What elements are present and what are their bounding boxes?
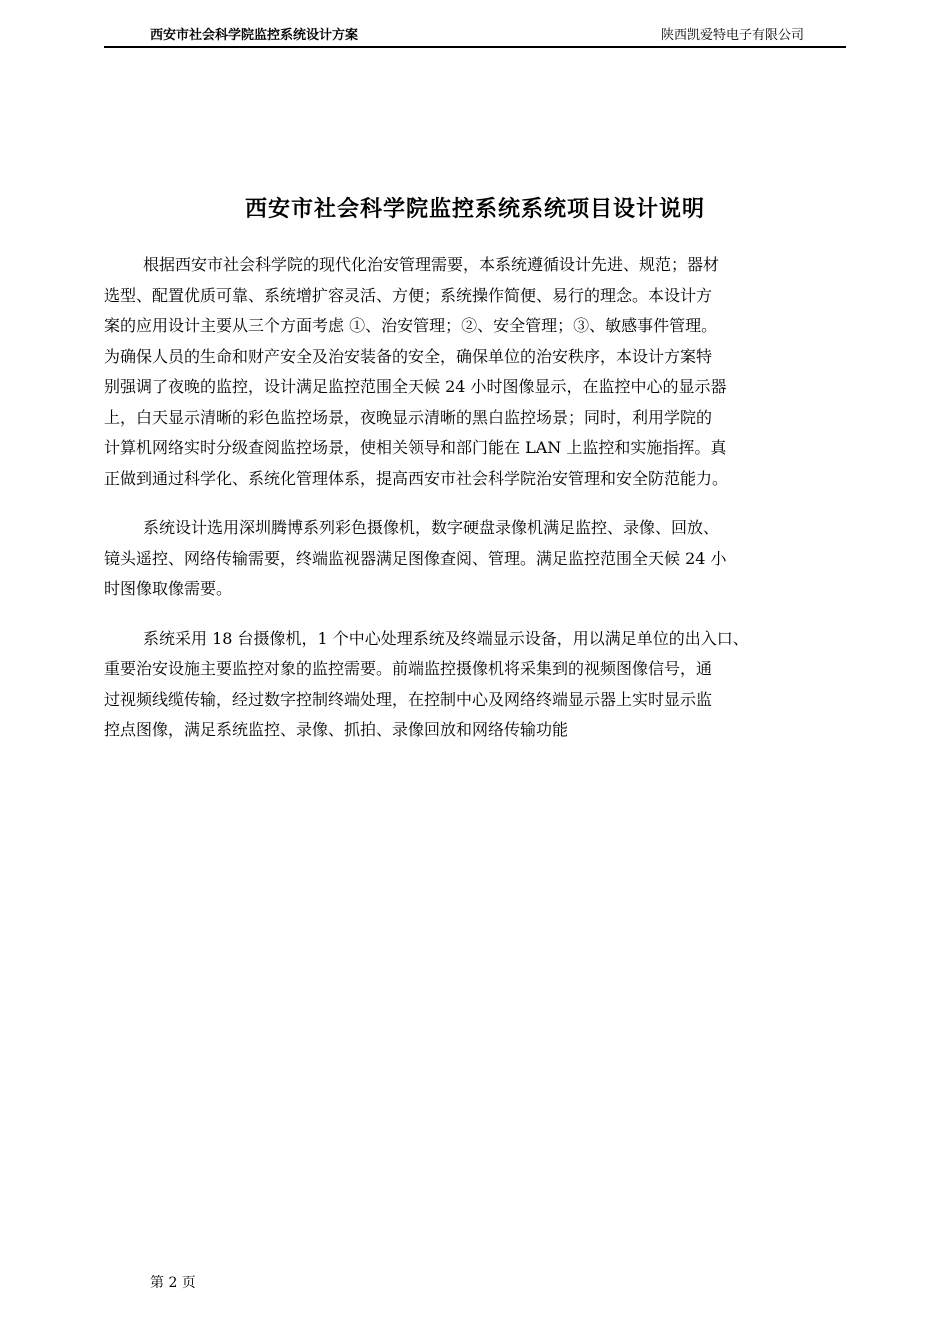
paragraph-line: 时图像取像需要。 — [104, 579, 233, 598]
paragraph-line: 系统设计选用深圳腾博系列彩色摄像机，数字硬盘录像机满足监控、录像、回放、 — [143, 518, 720, 537]
paragraph-line: 为确保人员的生命和财产安全及治安装备的安全，确保单位的治安秩序，本设计方案特 — [104, 346, 713, 366]
paragraph-line: 重要治安设施主要监控对象的监控需要。前端监控摄像机将采集到的视频图像信号，通 — [104, 659, 713, 678]
paragraph-line: 上，白天显示清晰的彩色监控场景，夜晚显示清晰的黑白监控场景；同时，利用学院的 — [104, 407, 713, 427]
paragraph-line: 案的应用设计主要从三个方面考虑 ①、治安管理；②、安全管理；③、敏感事件管理。 — [104, 316, 718, 335]
paragraph-1 — [104, 250, 846, 494]
document-body — [104, 250, 846, 746]
paragraph-line: 选型、配置优质可靠、系统增扩容灵活、方便；系统操作简便、易行的理念。本设计方 — [104, 285, 713, 305]
paragraph-line: 正做到通过科学化、系统化管理体系，提高西安市社会科学院治安管理和安全防范能力。 — [104, 468, 729, 488]
page-number: 第 2 页 — [150, 1275, 196, 1291]
paragraph-line: 过视频线缆传输，经过数字控制终端处理，在控制中心及网络终端显示器上实时显示监 — [104, 689, 713, 709]
paragraph-line: 系统采用 18 台摄像机，1 个中心处理系统及终端显示设备，用以满足单位的出入口、 — [143, 628, 749, 648]
document-title: 西安市社会科学院监控系统系统项目设计说明 — [244, 197, 705, 222]
paragraph-line: 计算机网络实时分级查阅监控场景，使相关领导和部门能在 LAN 上监控和实施指挥。真 — [104, 438, 727, 457]
paragraph-line: 镜头遥控、网络传输需要，终端监视器满足图像查阅、管理。满足监控范围全天候 24 小 — [104, 548, 727, 568]
paragraph-line: 根据西安市社会科学院的现代化治安管理需要，本系统遵循设计先进、规范；器材 — [143, 255, 720, 274]
header-company-name: 陕西凯爱特电子有限公司 — [660, 28, 804, 43]
header-document-name: 西安市社会科学院监控系统设计方案 — [150, 28, 359, 43]
paragraph-line: 控点图像，满足系统监控、录像、抓拍、录像回放和网络传输功能 — [104, 720, 569, 739]
page-header — [104, 26, 846, 48]
paragraph-2 — [104, 513, 846, 605]
paragraph-3 — [104, 624, 846, 746]
paragraph-line: 别强调了夜晚的监控，设计满足监控范围全天候 24 小时图像显示，在监控中心的显示器 — [104, 377, 727, 396]
